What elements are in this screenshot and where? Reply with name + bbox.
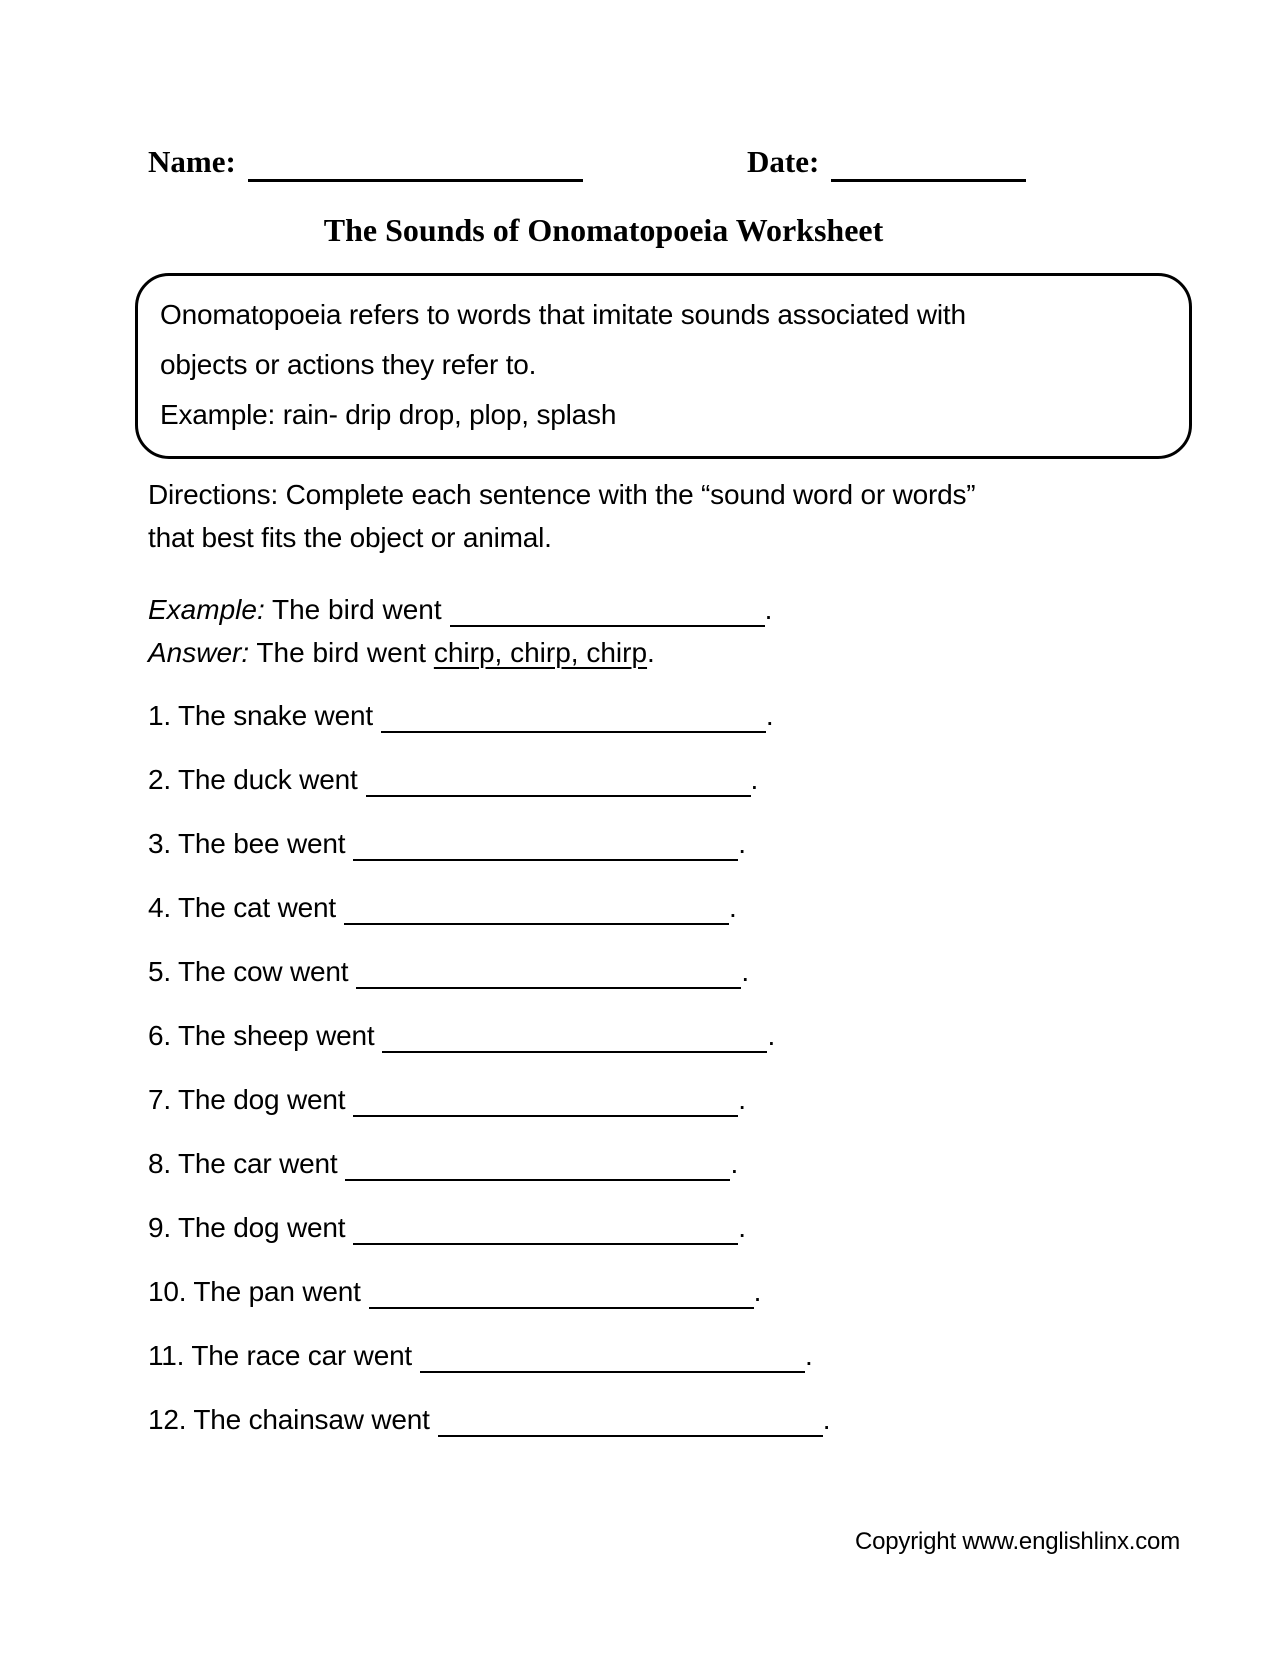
answer-text: The bird went <box>249 637 434 668</box>
item-text: 4. The cat went <box>148 892 336 923</box>
date-section <box>747 144 1026 182</box>
answer-blank-line <box>356 987 741 989</box>
answer-blank-line <box>353 1243 738 1245</box>
name-label: Name: <box>148 144 236 179</box>
item-text: 10. The pan went <box>148 1276 361 1307</box>
answer-blank-line <box>353 1115 738 1117</box>
worksheet-item <box>148 760 1190 800</box>
example-row <box>148 588 1190 631</box>
directions <box>148 473 1190 559</box>
example-blank-line <box>450 625 765 627</box>
answer-blank-line <box>420 1371 805 1373</box>
worksheet-item <box>148 1400 1190 1440</box>
item-period: . <box>805 1340 813 1371</box>
item-period: . <box>765 700 774 731</box>
item-period: . <box>741 956 749 987</box>
page-title: The Sounds of Onomatopoeia Worksheet <box>323 212 884 248</box>
answer-blank-line <box>345 1179 730 1181</box>
example-period: . <box>764 594 773 625</box>
answer-underlined-text: chirp, chirp, chirp <box>433 637 648 668</box>
item-text: 12. The chainsaw went <box>148 1404 430 1435</box>
title-wrap <box>0 212 1241 249</box>
item-text: 3. The bee went <box>148 828 346 859</box>
item-text: 11. The race car went <box>148 1340 413 1371</box>
definition-line-1: Onomatopoeia refers to words that imitate sounds associated with <box>160 299 966 330</box>
item-period: . <box>753 1276 762 1307</box>
item-text: 2. The duck went <box>148 764 358 795</box>
items-list <box>148 696 1190 1440</box>
item-text: 9. The dog went <box>148 1212 346 1243</box>
item-text: 6. The sheep went <box>148 1020 375 1051</box>
worksheet-item <box>148 696 1190 736</box>
worksheet-item <box>148 1272 1190 1312</box>
item-period: . <box>822 1404 831 1435</box>
item-text: 5. The cow went <box>148 956 349 987</box>
answer-period: . <box>647 637 655 668</box>
answer-blank-line <box>353 859 738 861</box>
date-label: Date: <box>747 144 820 179</box>
answer-blank-line <box>344 923 729 925</box>
item-period: . <box>730 1148 739 1179</box>
answer-blank-line <box>381 731 766 733</box>
definition-example-line: Example: rain- drip drop, plop, splash <box>160 399 617 430</box>
answer-blank-line <box>438 1435 823 1437</box>
worksheet-item <box>148 1144 1190 1184</box>
item-period: . <box>750 764 759 795</box>
item-period: . <box>767 1020 776 1051</box>
answer-blank-line <box>366 795 751 797</box>
definition-box <box>135 273 1192 459</box>
answer-blank-line <box>382 1051 767 1053</box>
answer-row <box>148 631 1190 674</box>
definition-line-2: objects or actions they refer to. <box>160 349 537 380</box>
date-blank-line <box>831 179 1026 182</box>
name-blank-line <box>248 179 583 182</box>
item-period: . <box>738 1084 746 1115</box>
worksheet-item <box>148 1016 1190 1056</box>
item-text: 1. The snake went <box>148 700 373 731</box>
worksheet-item <box>148 1336 1190 1376</box>
example-label: Example: <box>148 594 265 625</box>
worksheet-item <box>148 1080 1190 1120</box>
item-period: . <box>738 1212 746 1243</box>
item-text: 7. The dog went <box>148 1084 346 1115</box>
worksheet-item <box>148 952 1190 992</box>
item-text: 8. The car went <box>148 1148 338 1179</box>
answer-label: Answer: <box>148 637 250 668</box>
answer-blank-line <box>369 1307 754 1309</box>
item-period: . <box>738 828 746 859</box>
header <box>148 144 1190 202</box>
item-period: . <box>728 892 737 923</box>
directions-line-2: that best fits the object or animal. <box>148 522 552 553</box>
worksheet-item <box>148 888 1190 928</box>
example-text: The bird went <box>264 594 442 625</box>
worksheet-item <box>148 1208 1190 1248</box>
directions-line-1: Directions: Complete each sentence with the “sound word or words” <box>148 479 976 510</box>
worksheet-item <box>148 824 1190 864</box>
copyright-text: Copyright www.englishlinx.com <box>855 1528 1180 1555</box>
